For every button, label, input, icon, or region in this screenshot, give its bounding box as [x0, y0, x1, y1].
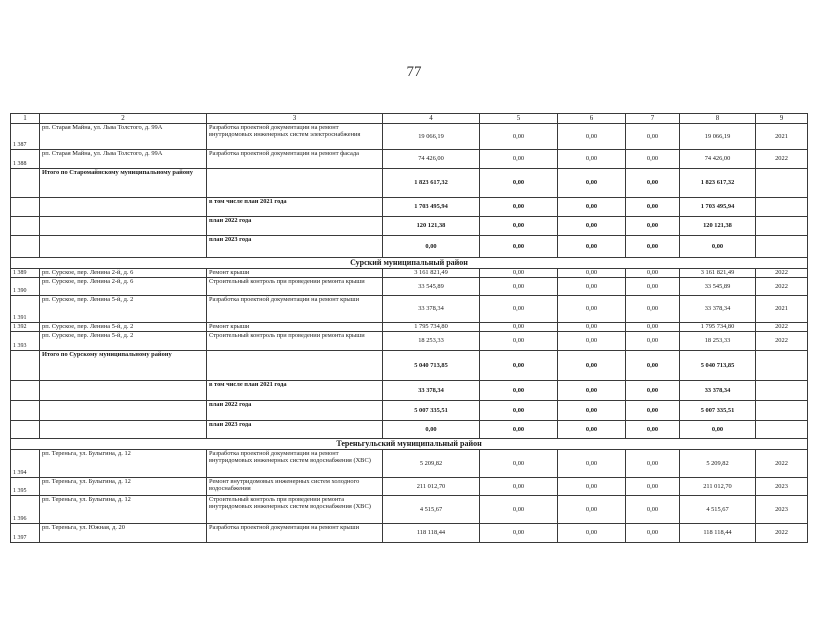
total-value-c7: 0,00: [626, 217, 680, 236]
work-cell: Ремонт крыши: [207, 323, 383, 332]
value-cell-c6: 0,00: [558, 496, 626, 524]
total-value-c6: 0,00: [558, 217, 626, 236]
section-title: Тереньгульский муниципальный район: [11, 439, 808, 450]
table-row: [11, 150, 808, 169]
total-value-c4: 0,00: [383, 236, 480, 258]
total-value-c9: [756, 351, 808, 381]
total-value-c5: 0,00: [480, 217, 558, 236]
value-cell-c9: 2022: [756, 524, 808, 543]
work-cell: Разработка проектной документации на ремонт фасада: [207, 150, 383, 169]
total-value-c5: 0,00: [480, 351, 558, 381]
value-cell-c6: 0,00: [558, 296, 626, 323]
total-value-c6: 0,00: [558, 198, 626, 217]
value-cell-c6: 0,00: [558, 150, 626, 169]
value-cell-c9: 2023: [756, 478, 808, 496]
value-cell-c7: 0,00: [626, 124, 680, 150]
total-value-c4: 120 121,38: [383, 217, 480, 236]
total-work-label: в том числе план 2021 года: [207, 381, 383, 401]
address-cell: рп. Тереньга, ул. Южная, д. 20: [40, 524, 207, 543]
total-label: [40, 401, 207, 421]
total-label: [40, 236, 207, 258]
total-value-c8: 1 823 617,32: [680, 169, 756, 198]
total-row: [11, 381, 808, 401]
value-cell-c7: 0,00: [626, 323, 680, 332]
value-cell-c4: 33 545,89: [383, 278, 480, 296]
total-value-c9: [756, 421, 808, 439]
work-cell: Строительный контроль при проведении ремонта крыши: [207, 332, 383, 351]
value-cell-c4: 3 161 821,49: [383, 269, 480, 278]
section-title: Сурский муниципальный район: [11, 258, 808, 269]
value-cell-c6: 0,00: [558, 524, 626, 543]
value-cell-c9: 2022: [756, 269, 808, 278]
empty-cell: [11, 217, 40, 236]
total-value-c4: 33 378,34: [383, 381, 480, 401]
total-row: [11, 198, 808, 217]
total-value-c7: 0,00: [626, 401, 680, 421]
work-cell: Разработка проектной документации на ремонт внутридомовых инженерных систем водоснабжения (ХВС): [207, 450, 383, 478]
total-value-c6: 0,00: [558, 401, 626, 421]
value-cell-c5: 0,00: [480, 524, 558, 543]
value-cell-c6: 0,00: [558, 323, 626, 332]
table-row: [11, 496, 808, 524]
value-cell-c5: 0,00: [480, 496, 558, 524]
value-cell-c8: 74 426,00: [680, 150, 756, 169]
address-cell: рп. Сурское, пер. Ленина 5-й, д. 2: [40, 332, 207, 351]
value-cell-c7: 0,00: [626, 269, 680, 278]
total-work-label: план 2023 года: [207, 421, 383, 439]
total-value-c9: [756, 401, 808, 421]
work-cell: Ремонт крыши: [207, 269, 383, 278]
value-cell-c6: 0,00: [558, 124, 626, 150]
row-number: 1 390: [11, 278, 40, 296]
total-value-c8: 0,00: [680, 421, 756, 439]
table-row: [11, 278, 808, 296]
value-cell-c8: 3 161 821,49: [680, 269, 756, 278]
header-cell: 2: [40, 114, 207, 124]
value-cell-c5: 0,00: [480, 478, 558, 496]
total-row: [11, 351, 808, 381]
header-cell: 7: [626, 114, 680, 124]
table-row: [11, 269, 808, 278]
total-value-c8: 5 007 335,51: [680, 401, 756, 421]
value-cell-c9: 2022: [756, 278, 808, 296]
total-value-c8: 1 703 495,94: [680, 198, 756, 217]
value-cell-c6: 0,00: [558, 278, 626, 296]
total-value-c8: 33 378,34: [680, 381, 756, 401]
total-value-c7: 0,00: [626, 381, 680, 401]
value-cell-c4: 118 118,44: [383, 524, 480, 543]
empty-cell: [11, 236, 40, 258]
table-row: [11, 450, 808, 478]
row-number: 1 389: [11, 269, 40, 278]
empty-cell: [11, 198, 40, 217]
total-value-c4: 1 823 617,32: [383, 169, 480, 198]
total-work-label: план 2022 года: [207, 217, 383, 236]
value-cell-c8: 33 545,89: [680, 278, 756, 296]
total-row: [11, 217, 808, 236]
value-cell-c5: 0,00: [480, 296, 558, 323]
total-value-c5: 0,00: [480, 169, 558, 198]
value-cell-c5: 0,00: [480, 150, 558, 169]
row-number: 1 387: [11, 124, 40, 150]
value-cell-c7: 0,00: [626, 332, 680, 351]
empty-cell: [11, 351, 40, 381]
address-cell: рп. Сурское, пер. Ленина 2-й, д. 6: [40, 269, 207, 278]
total-value-c9: [756, 169, 808, 198]
value-cell-c4: 18 253,33: [383, 332, 480, 351]
value-cell-c7: 0,00: [626, 296, 680, 323]
value-cell-c6: 0,00: [558, 332, 626, 351]
total-value-c5: 0,00: [480, 421, 558, 439]
total-row: [11, 236, 808, 258]
table-row: [11, 124, 808, 150]
total-work-label: [207, 169, 383, 198]
total-value-c6: 0,00: [558, 381, 626, 401]
section-row: [11, 258, 808, 269]
address-cell: рп. Сурское, пер. Ленина 2-й, д. 6: [40, 278, 207, 296]
value-cell-c4: 74 426,00: [383, 150, 480, 169]
total-label: [40, 381, 207, 401]
empty-cell: [11, 169, 40, 198]
address-cell: рп. Старая Майна, ул. Льва Толстого, д. 99А: [40, 124, 207, 150]
value-cell-c8: 211 012,70: [680, 478, 756, 496]
total-value-c5: 0,00: [480, 236, 558, 258]
total-value-c6: 0,00: [558, 236, 626, 258]
total-value-c9: [756, 236, 808, 258]
program-table: [10, 113, 808, 543]
total-value-c8: 5 040 713,85: [680, 351, 756, 381]
address-cell: рп. Сурское, пер. Ленина 5-й, д. 2: [40, 323, 207, 332]
total-work-label: план 2023 года: [207, 236, 383, 258]
value-cell-c6: 0,00: [558, 269, 626, 278]
row-number: 1 395: [11, 478, 40, 496]
address-cell: рп. Тереньга, ул. Булыгина, д. 12: [40, 478, 207, 496]
total-value-c5: 0,00: [480, 401, 558, 421]
page-number: 77: [406, 64, 422, 80]
value-cell-c6: 0,00: [558, 478, 626, 496]
table-row: [11, 478, 808, 496]
total-value-c4: 5 007 335,51: [383, 401, 480, 421]
value-cell-c9: 2021: [756, 124, 808, 150]
value-cell-c4: 4 515,67: [383, 496, 480, 524]
total-value-c4: 1 703 495,94: [383, 198, 480, 217]
value-cell-c4: 5 209,82: [383, 450, 480, 478]
header-cell: 1: [11, 114, 40, 124]
total-label: [40, 198, 207, 217]
value-cell-c8: 19 066,19: [680, 124, 756, 150]
row-number: 1 392: [11, 323, 40, 332]
value-cell-c9: 2022: [756, 450, 808, 478]
total-label: Итого по Старомайнскому муниципальному району: [40, 169, 207, 198]
header-cell: 3: [207, 114, 383, 124]
value-cell-c5: 0,00: [480, 323, 558, 332]
table-body: [11, 114, 808, 543]
value-cell-c8: 5 209,82: [680, 450, 756, 478]
value-cell-c9: 2021: [756, 296, 808, 323]
value-cell-c5: 0,00: [480, 332, 558, 351]
total-value-c4: 0,00: [383, 421, 480, 439]
header-cell: 6: [558, 114, 626, 124]
row-number: 1 394: [11, 450, 40, 478]
value-cell-c4: 19 066,19: [383, 124, 480, 150]
value-cell-c7: 0,00: [626, 524, 680, 543]
value-cell-c9: 2023: [756, 496, 808, 524]
row-number: 1 393: [11, 332, 40, 351]
section-row: [11, 439, 808, 450]
value-cell-c5: 0,00: [480, 278, 558, 296]
total-row: [11, 169, 808, 198]
value-cell-c8: 118 118,44: [680, 524, 756, 543]
table-row: [11, 323, 808, 332]
row-number: 1 397: [11, 524, 40, 543]
total-value-c7: 0,00: [626, 421, 680, 439]
total-value-c6: 0,00: [558, 169, 626, 198]
work-cell: Разработка проектной документации на ремонт крыши: [207, 524, 383, 543]
header-cell: 4: [383, 114, 480, 124]
total-value-c7: 0,00: [626, 351, 680, 381]
work-cell: Строительный контроль при проведении ремонта внутридомовых инженерных систем водоснабжения (ХВС): [207, 496, 383, 524]
total-value-c6: 0,00: [558, 421, 626, 439]
value-cell-c4: 1 795 734,80: [383, 323, 480, 332]
total-work-label: план 2022 года: [207, 401, 383, 421]
total-value-c7: 0,00: [626, 198, 680, 217]
empty-cell: [11, 381, 40, 401]
total-value-c5: 0,00: [480, 198, 558, 217]
value-cell-c7: 0,00: [626, 478, 680, 496]
address-cell: рп. Тереньга, ул. Булыгина, д. 12: [40, 496, 207, 524]
empty-cell: [11, 401, 40, 421]
row-number: 1 391: [11, 296, 40, 323]
value-cell-c7: 0,00: [626, 150, 680, 169]
header-cell: 8: [680, 114, 756, 124]
value-cell-c4: 211 012,70: [383, 478, 480, 496]
value-cell-c5: 0,00: [480, 269, 558, 278]
header-cell: 5: [480, 114, 558, 124]
empty-cell: [11, 421, 40, 439]
value-cell-c9: 2022: [756, 323, 808, 332]
total-value-c4: 5 040 713,85: [383, 351, 480, 381]
value-cell-c6: 0,00: [558, 450, 626, 478]
value-cell-c8: 33 378,34: [680, 296, 756, 323]
table-row: [11, 524, 808, 543]
value-cell-c5: 0,00: [480, 124, 558, 150]
value-cell-c8: 4 515,67: [680, 496, 756, 524]
value-cell-c4: 33 378,34: [383, 296, 480, 323]
total-value-c9: [756, 381, 808, 401]
total-row: [11, 401, 808, 421]
value-cell-c7: 0,00: [626, 450, 680, 478]
total-value-c5: 0,00: [480, 381, 558, 401]
total-value-c7: 0,00: [626, 169, 680, 198]
table-row: [11, 296, 808, 323]
value-cell-c7: 0,00: [626, 278, 680, 296]
work-cell: Ремонт внутридомовых инженерных систем холодного водоснабжения: [207, 478, 383, 496]
total-value-c8: 120 121,38: [680, 217, 756, 236]
total-work-label: [207, 351, 383, 381]
total-label: Итого по Сурскому муниципальному району: [40, 351, 207, 381]
value-cell-c7: 0,00: [626, 496, 680, 524]
total-value-c9: [756, 217, 808, 236]
value-cell-c8: 1 795 734,80: [680, 323, 756, 332]
total-work-label: в том числе план 2021 года: [207, 198, 383, 217]
address-cell: рп. Сурское, пер. Ленина 5-й, д. 2: [40, 296, 207, 323]
value-cell-c8: 18 253,33: [680, 332, 756, 351]
address-cell: рп. Старая Майна, ул. Льва Толстого, д. 99А: [40, 150, 207, 169]
work-cell: Разработка проектной документации на ремонт внутридомовых инженерных систем электроснабжения: [207, 124, 383, 150]
row-number: 1 388: [11, 150, 40, 169]
total-value-c7: 0,00: [626, 236, 680, 258]
work-cell: Строительный контроль при проведении ремонта крыши: [207, 278, 383, 296]
value-cell-c5: 0,00: [480, 450, 558, 478]
work-cell: Разработка проектной документации на ремонт крыши: [207, 296, 383, 323]
total-label: [40, 421, 207, 439]
value-cell-c9: 2022: [756, 332, 808, 351]
table-row: [11, 332, 808, 351]
total-value-c9: [756, 198, 808, 217]
total-value-c8: 0,00: [680, 236, 756, 258]
header-row: [11, 114, 808, 124]
total-row: [11, 421, 808, 439]
row-number: 1 396: [11, 496, 40, 524]
value-cell-c9: 2022: [756, 150, 808, 169]
address-cell: рп. Тереньга, ул. Булыгина, д. 12: [40, 450, 207, 478]
total-value-c6: 0,00: [558, 351, 626, 381]
total-label: [40, 217, 207, 236]
header-cell: 9: [756, 114, 808, 124]
